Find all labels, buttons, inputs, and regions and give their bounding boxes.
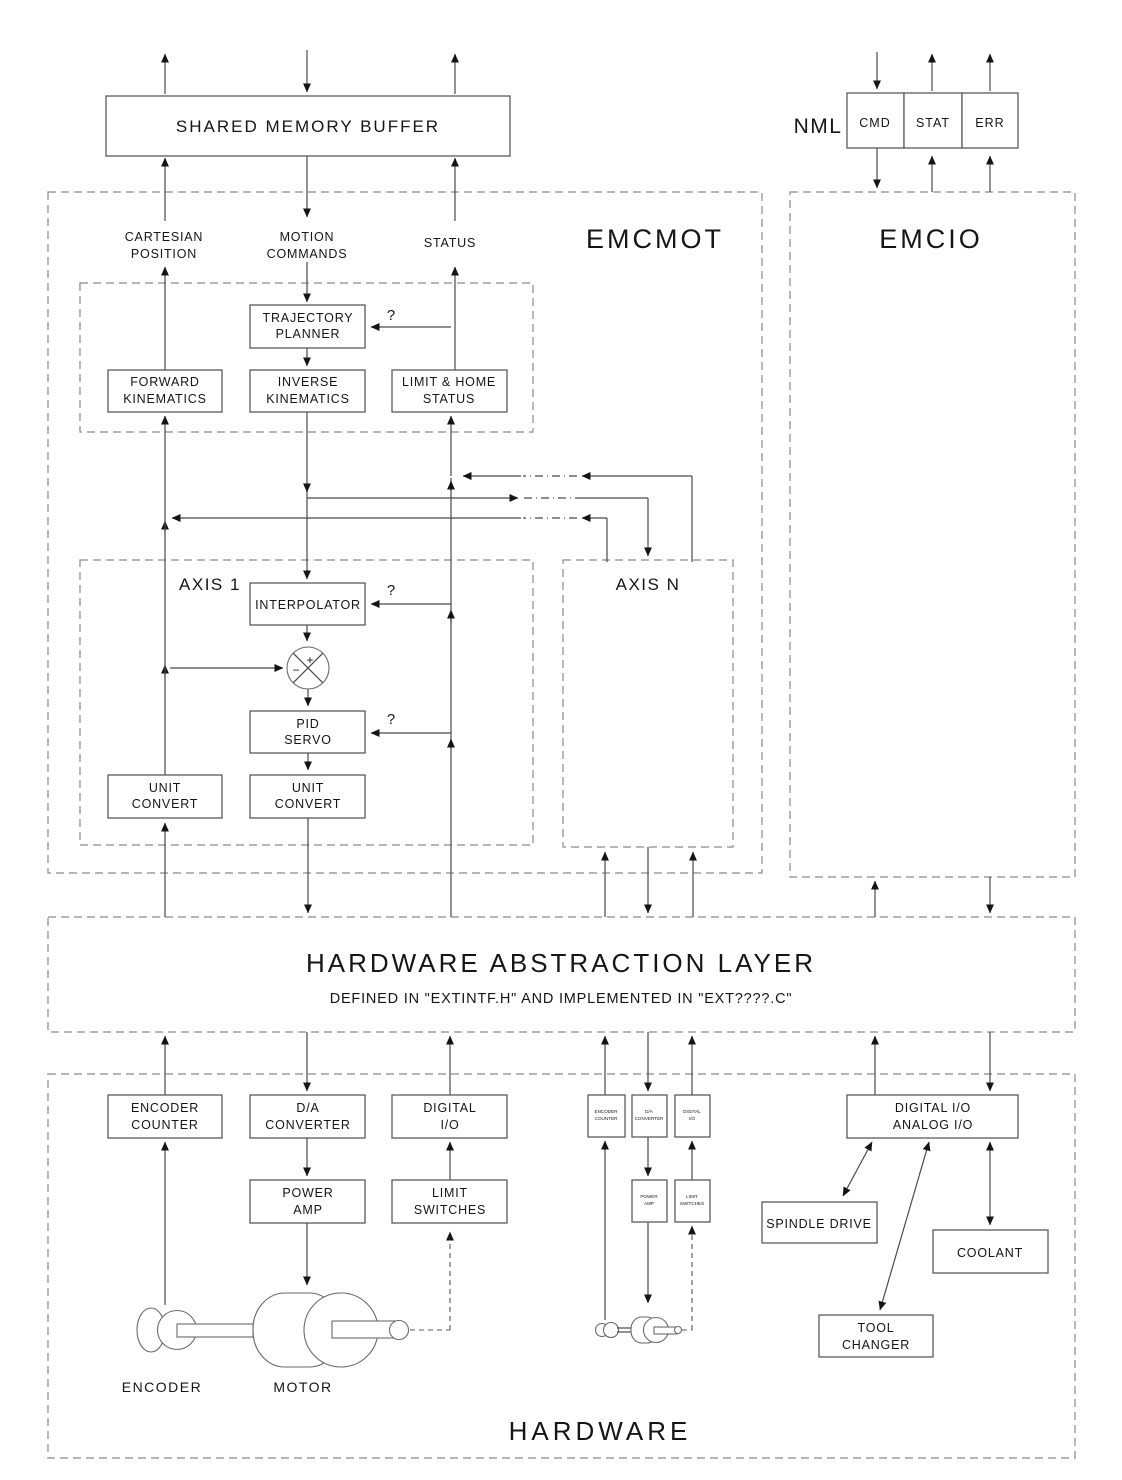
- encoder-motor-small-drawing: [596, 1317, 682, 1343]
- inverse-kinematics-label-2: KINEMATICS: [266, 392, 350, 406]
- power-amp-small-label-2: AMP: [644, 1201, 654, 1206]
- da-converter-label-2: CONVERTER: [265, 1118, 351, 1132]
- question-mark-trajectory: ?: [386, 307, 396, 324]
- cartesian-position-label-1: CARTESIAN: [124, 230, 204, 244]
- unit-convert-center-label-1: UNIT: [291, 781, 325, 795]
- forward-kinematics-label-2: KINEMATICS: [123, 392, 207, 406]
- summing-minus: −: [292, 663, 300, 677]
- emcmot-title: EMCMOT: [586, 224, 724, 254]
- unit-convert-left-label-1: UNIT: [148, 781, 182, 795]
- cartesian-position-label-2: POSITION: [130, 247, 198, 261]
- motor-caption: MOTOR: [273, 1379, 333, 1395]
- power-amp-label-2: AMP: [293, 1203, 323, 1217]
- status-label: STATUS: [423, 236, 477, 250]
- emcio-container: [790, 192, 1075, 877]
- da-converter-small-label-1: D/A: [645, 1109, 653, 1114]
- limit-switches-small-label-2: SWITCHES: [679, 1201, 705, 1206]
- hal-title: HARDWARE ABSTRACTION LAYER: [306, 948, 816, 978]
- forward-kinematics-label-1: FORWARD: [130, 375, 200, 389]
- hardware-small-wires: [605, 1137, 692, 1330]
- shared-memory-buffer-label: SHARED MEMORY BUFFER: [175, 117, 441, 136]
- limit-switches-small-label-1: LIMIT: [686, 1194, 698, 1199]
- nml-cmd-label: CMD: [859, 116, 891, 130]
- nml-err-label: ERR: [975, 116, 1005, 130]
- summing-junction: [287, 647, 329, 689]
- limit-switches-label-1: LIMIT: [432, 1186, 468, 1200]
- inverse-kinematics-label-1: INVERSE: [277, 375, 339, 389]
- pid-servo-label-1: PID: [296, 717, 320, 731]
- da-converter-label-1: D/A: [296, 1101, 320, 1115]
- axisn-title: AXIS N: [615, 575, 681, 594]
- emcmot-container: [48, 192, 762, 873]
- nml-stat-label: STAT: [915, 116, 951, 130]
- digital-io-small-label-2: I/O: [688, 1116, 696, 1121]
- trajectory-planner-label-2: PLANNER: [275, 327, 341, 341]
- motion-commands-label-2: COMMANDS: [266, 247, 348, 261]
- limit-home-status-label-1: LIMIT & HOME: [401, 375, 497, 389]
- spindle-drive-label: SPINDLE DRIVE: [766, 1217, 872, 1231]
- limit-home-status-label-2: STATUS: [422, 392, 476, 406]
- trajectory-planner-label-1: TRAJECTORY: [262, 311, 354, 325]
- encoder-caption: ENCODER: [121, 1379, 203, 1395]
- axis1-title: AXIS 1: [179, 575, 241, 594]
- encoder-counter-label-1: ENCODER: [130, 1101, 200, 1115]
- hal-hardware-wires: [165, 1032, 692, 1095]
- digital-analog-io-label-2: ANALOG I/O: [892, 1118, 974, 1132]
- interpolator-label: INTERPOLATOR: [255, 598, 361, 612]
- encoder-motor-drawing: [137, 1293, 409, 1367]
- encoder-counter-label-2: COUNTER: [131, 1118, 199, 1132]
- summing-plus: +: [306, 653, 314, 667]
- limit-switches-label-2: SWITCHES: [413, 1203, 487, 1217]
- question-mark-interpolator: ?: [386, 582, 396, 599]
- digital-analog-io-label-1: DIGITAL I/O: [894, 1101, 972, 1115]
- hardware-title: HARDWARE: [508, 1416, 692, 1446]
- da-converter-small-label-2: CONVERTER: [634, 1116, 664, 1121]
- pid-servo-label-2: SERVO: [284, 733, 332, 747]
- emcio-title: EMCIO: [879, 224, 983, 254]
- digital-io-small-label-1: DIGITAL: [683, 1109, 701, 1114]
- tool-changer-label-2: CHANGER: [841, 1338, 911, 1352]
- axisn-wires: [605, 847, 693, 917]
- tool-changer-label-1: TOOL: [857, 1321, 895, 1335]
- power-amp-small-label-1: POWER: [640, 1194, 658, 1199]
- axisn-container: [563, 560, 733, 847]
- motion-commands-label-1: MOTION: [279, 230, 335, 244]
- coolant-label: COOLANT: [956, 1246, 1024, 1260]
- digital-io-label-1: DIGITAL: [423, 1101, 477, 1115]
- axis-routing-wires: [165, 412, 692, 917]
- encoder-counter-small-label-2: COUNTER: [594, 1116, 618, 1121]
- emcio-hal-wires: [875, 877, 990, 1095]
- unit-convert-left-label-2: CONVERT: [131, 797, 199, 811]
- encoder-counter-small-label-1: ENCODER: [594, 1109, 618, 1114]
- hal-subtitle: DEFINED IN "EXTINTF.H" AND IMPLEMENTED IN "EXT????.C": [329, 991, 793, 1007]
- power-amp-label-1: POWER: [282, 1186, 334, 1200]
- nml-label: NML: [793, 115, 843, 138]
- question-mark-pid: ?: [386, 711, 396, 728]
- digital-io-label-2: I/O: [440, 1118, 460, 1132]
- unit-convert-center-label-2: CONVERT: [274, 797, 342, 811]
